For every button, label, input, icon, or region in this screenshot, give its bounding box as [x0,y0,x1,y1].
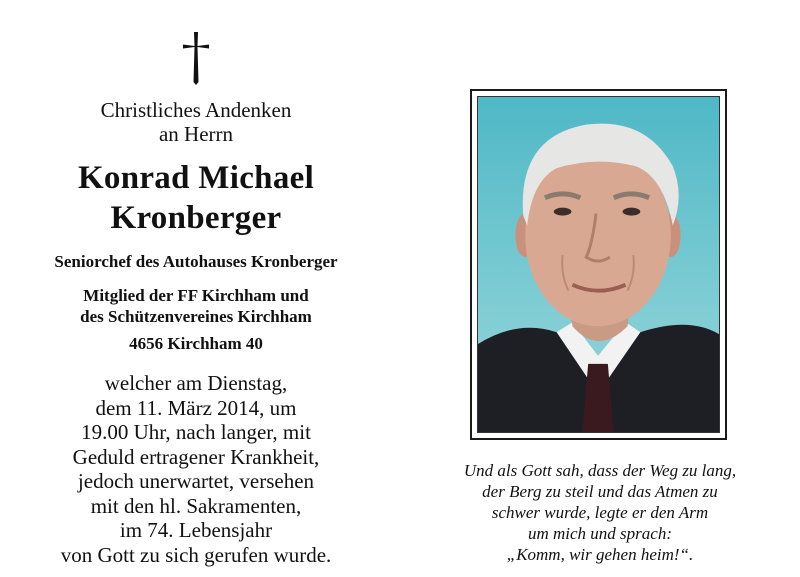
body-line: dem 11. März 2014, um [95,395,297,420]
body-line: mit den hl. Sakramenten, [90,493,302,518]
memorial-text-column [0,0,392,577]
portrait-illustration [478,97,719,432]
address-line: 4656 Kirchham 40 [129,334,263,353]
poem-line: Und als Gott sah, dass der Weg zu lang, [463,461,737,480]
body-line: 19.00 Uhr, nach langer, mit [81,420,311,444]
poem-line: schwer wurde, legte er den Arm [491,503,709,522]
portrait-photo [477,96,720,433]
body-line: welcher am Dienstag, [104,371,288,395]
deceased-name-last: Kronberger [110,200,282,236]
body-line: Geduld ertragener Krankheit, [72,444,320,469]
membership-line-1: Mitglied der FF Kirchham und [83,286,309,305]
memorial-poem [430,460,770,565]
poem-line: der Berg zu steil und das Atmen zu [482,482,718,501]
intro-line-2: an Herrn [158,122,234,146]
poem-line: um mich und sprach: [527,524,672,543]
role-line: Seniorchef des Autohauses Kronberger [54,252,338,271]
membership-line-2: des Schützenvereines Kirchham [80,307,312,326]
body-line: jedoch unerwartet, versehen [77,469,315,493]
deceased-name-first: Konrad Michael [77,160,315,196]
body-line: von Gott zu sich gerufen wurde. [60,542,332,567]
body-line: im 74. Lebensjahr [119,518,273,542]
portrait-frame [470,89,727,440]
intro-line-1: Christliches Andenken [100,98,292,122]
poem-line: „Komm, wir gehen heim!“. [506,545,694,564]
cross-icon [181,30,211,86]
